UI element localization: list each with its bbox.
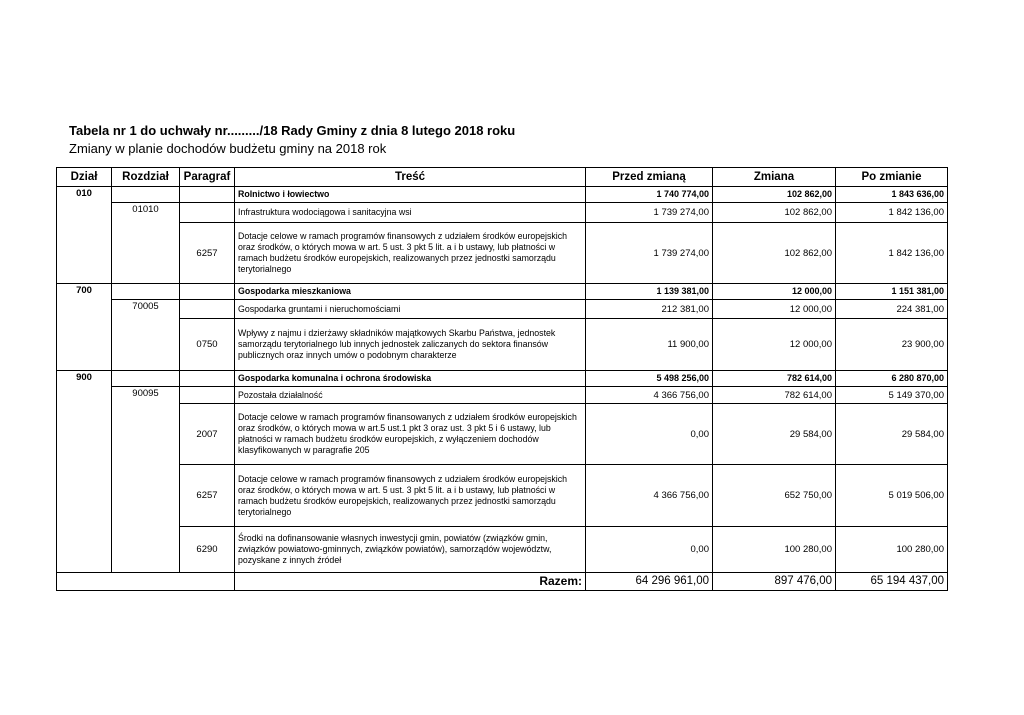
table-row <box>57 203 948 223</box>
cell-przed: 5 498 256,00 <box>586 371 713 387</box>
table-row <box>57 300 948 319</box>
cell-tresc: Gospodarka mieszkaniowa <box>235 284 586 300</box>
cell-przed: 4 366 756,00 <box>586 465 713 527</box>
cell-rozdzial: 01010 <box>112 203 180 284</box>
total-przed: 64 296 961,00 <box>586 573 713 591</box>
cell-paragraf: 0750 <box>180 319 235 371</box>
table-row <box>57 187 948 203</box>
cell-zmiana: 102 862,00 <box>713 223 836 284</box>
cell-zmiana: 12 000,00 <box>713 300 836 319</box>
total-po: 65 194 437,00 <box>836 573 948 591</box>
cell-zmiana: 12 000,00 <box>713 319 836 371</box>
cell-tresc: Dotacje celowe w ramach programów finansowych z udziałem środków europejskich oraz środków, o których mowa w art. 5 ust. 3 pkt 5 lit. a i b ustawy, lub płatności w ramach budżetu środków europejskich, realizowanych przez jednostki samorządu terytorialnego <box>235 465 586 527</box>
cell-zmiana: 652 750,00 <box>713 465 836 527</box>
cell-po: 23 900,00 <box>836 319 948 371</box>
cell-rozdzial: 70005 <box>112 300 180 371</box>
document-subtitle: Zmiany w planie dochodów budżetu gminy na 2018 rok <box>69 141 387 156</box>
header-dzial: Dział <box>57 168 112 187</box>
cell-zmiana: 29 584,00 <box>713 404 836 465</box>
cell-przed: 11 900,00 <box>586 319 713 371</box>
cell-rozdzial: 90095 <box>112 387 180 573</box>
cell-przed: 0,00 <box>586 527 713 573</box>
table-row <box>57 527 948 573</box>
total-zmiana: 897 476,00 <box>713 573 836 591</box>
table-row <box>57 387 948 404</box>
cell-przed: 1 739 274,00 <box>586 223 713 284</box>
table-row <box>57 223 948 284</box>
cell-zmiana: 782 614,00 <box>713 387 836 404</box>
cell-przed: 1 139 381,00 <box>586 284 713 300</box>
cell-dzial: 700 <box>57 284 112 371</box>
table-row <box>57 404 948 465</box>
header-rozdzial: Rozdział <box>112 168 180 187</box>
cell-po: 6 280 870,00 <box>836 371 948 387</box>
cell-po: 100 280,00 <box>836 527 948 573</box>
cell-paragraf: 6290 <box>180 527 235 573</box>
cell-po: 1 842 136,00 <box>836 203 948 223</box>
cell-po: 5 019 506,00 <box>836 465 948 527</box>
table-row <box>57 371 948 387</box>
document-title: Tabela nr 1 do uchwały nr........./18 Rady Gminy z dnia 8 lutego 2018 roku <box>69 123 516 138</box>
cell-po: 224 381,00 <box>836 300 948 319</box>
budget-changes-table <box>56 167 948 591</box>
cell-przed: 4 366 756,00 <box>586 387 713 404</box>
cell-zmiana: 102 862,00 <box>713 203 836 223</box>
table-header-row <box>57 168 948 187</box>
cell-przed: 1 739 274,00 <box>586 203 713 223</box>
table-total-row <box>57 573 948 591</box>
cell-tresc: Infrastruktura wodociągowa i sanitacyjna wsi <box>235 203 586 223</box>
cell-przed: 1 740 774,00 <box>586 187 713 203</box>
header-zmiana: Zmiana <box>713 168 836 187</box>
cell-paragraf: 2007 <box>180 404 235 465</box>
cell-tresc: Środki na dofinansowanie własnych inwestycji gmin, powiatów (związków gmin, związków powiatowo-gminnych, związków powiatów), samorządów województw, pozyskane z innych źródeł <box>235 527 586 573</box>
cell-zmiana: 100 280,00 <box>713 527 836 573</box>
table-row <box>57 465 948 527</box>
cell-paragraf: 6257 <box>180 465 235 527</box>
header-paragraf: Paragraf <box>180 168 235 187</box>
cell-tresc: Wpływy z najmu i dzierżawy składników majątkowych Skarbu Państwa, jednostek samorządu terytorialnego lub innych jednostek zaliczanych do sektora finansów publicznych oraz innych umów o podobnym charakterze <box>235 319 586 371</box>
cell-paragraf: 6257 <box>180 223 235 284</box>
cell-przed: 0,00 <box>586 404 713 465</box>
cell-po: 1 151 381,00 <box>836 284 948 300</box>
cell-tresc: Dotacje celowe w ramach programów finansowanych z udziałem środków europejskich oraz środków, o których mowa w art.5 ust.1 pkt 3 oraz ust. 3 pkt 5 i 6 ustawy, lub płatności w ramach budżetu środków europejskich, z wyłączeniem dochodów klasyfikowanych w paragrafie 205 <box>235 404 586 465</box>
cell-tresc: Pozostała działalność <box>235 387 586 404</box>
cell-przed: 212 381,00 <box>586 300 713 319</box>
cell-tresc: Rolnictwo i łowiectwo <box>235 187 586 203</box>
cell-tresc: Dotacje celowe w ramach programów finansowych z udziałem środków europejskich oraz środków, o których mowa w art. 5 ust. 3 pkt 5 lit. a i b ustawy, lub płatności w ramach budżetu środków europejskich, realizowanych przez jednostki samorządu terytorialnego <box>235 223 586 284</box>
cell-tresc: Gospodarka gruntami i nieruchomościami <box>235 300 586 319</box>
total-label: Razem: <box>235 573 586 591</box>
cell-zmiana: 12 000,00 <box>713 284 836 300</box>
cell-zmiana: 102 862,00 <box>713 187 836 203</box>
header-tresc: Treść <box>235 168 586 187</box>
cell-po: 1 843 636,00 <box>836 187 948 203</box>
table-row <box>57 319 948 371</box>
header-po: Po zmianie <box>836 168 948 187</box>
table-row <box>57 284 948 300</box>
cell-po: 1 842 136,00 <box>836 223 948 284</box>
cell-po: 5 149 370,00 <box>836 387 948 404</box>
cell-zmiana: 782 614,00 <box>713 371 836 387</box>
header-przed: Przed zmianą <box>586 168 713 187</box>
cell-po: 29 584,00 <box>836 404 948 465</box>
cell-tresc: Gospodarka komunalna i ochrona środowiska <box>235 371 586 387</box>
cell-dzial: 900 <box>57 371 112 573</box>
cell-dzial: 010 <box>57 187 112 284</box>
